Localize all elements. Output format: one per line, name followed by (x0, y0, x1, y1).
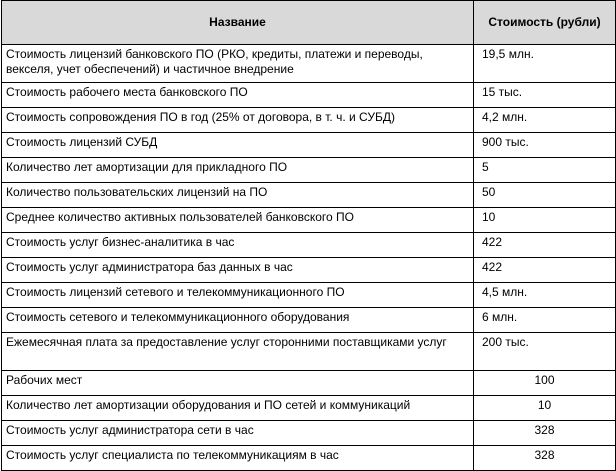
row-name: Стоимость рабочего места банковского ПО (2, 83, 474, 108)
row-value: 100 (474, 371, 616, 396)
row-name: Количество лет амортизации оборудования и ПО сетей и коммуникаций (2, 396, 474, 421)
row-name: Стоимость услуг бизнес-аналитика в час (2, 233, 474, 258)
row-value: 10 (474, 208, 616, 233)
row-value: 200 тыс. (474, 333, 616, 371)
row-value: 422 (474, 258, 616, 283)
table-row (2, 258, 616, 283)
row-value: 15 тыс. (474, 83, 616, 108)
table-row (2, 108, 616, 133)
row-value: 328 (474, 446, 616, 471)
table-row (2, 158, 616, 183)
table-row (2, 308, 616, 333)
table-row (2, 208, 616, 233)
row-name: Стоимость лицензий СУБД (2, 133, 474, 158)
header-name: Название (2, 1, 474, 45)
row-value: 422 (474, 233, 616, 258)
row-name: Количество пользовательских лицензий на ПО (2, 183, 474, 208)
row-value: 50 (474, 183, 616, 208)
row-value: 5 (474, 158, 616, 183)
table-row (2, 283, 616, 308)
row-name: Стоимость сетевого и телекоммуникационного оборудования (2, 308, 474, 333)
row-value: 6 млн. (474, 308, 616, 333)
row-name: Рабочих мест (2, 371, 474, 396)
row-value: 328 (474, 421, 616, 446)
table-row (2, 183, 616, 208)
table-row (2, 133, 616, 158)
table-row (2, 45, 616, 83)
row-name: Ежемесячная плата за предоставление услуг сторонними поставщиками услуг (2, 333, 474, 371)
row-name: Стоимость услуг администратора сети в час (2, 421, 474, 446)
table-row (2, 233, 616, 258)
row-value: 4,2 млн. (474, 108, 616, 133)
row-value: 10 (474, 396, 616, 421)
row-value: 4,5 млн. (474, 283, 616, 308)
row-value: 19,5 млн. (474, 45, 616, 83)
cost-table (1, 0, 616, 471)
row-name: Стоимость лицензий сетевого и телекоммуникационного ПО (2, 283, 474, 308)
row-name: Стоимость услуг специалиста по телекоммуникациям в час (2, 446, 474, 471)
row-name: Стоимость сопровождения ПО в год (25% от договора, в т. ч. и СУБД) (2, 108, 474, 133)
header-cost: Стоимость (рубли) (474, 1, 616, 45)
table-row (2, 421, 616, 446)
table-row (2, 396, 616, 421)
row-name: Среднее количество активных пользователей банковского ПО (2, 208, 474, 233)
row-name: Стоимость услуг администратора баз данных в час (2, 258, 474, 283)
table-row (2, 83, 616, 108)
table-row (2, 333, 616, 371)
row-name: Стоимость лицензий банковского ПО (РКО, кредиты, платежи и переводы, векселя, учет обеспечений) и частичное внедрение (2, 45, 474, 83)
header-row (2, 1, 616, 45)
table-row (2, 371, 616, 396)
row-value: 900 тыс. (474, 133, 616, 158)
row-name: Количество лет амортизации для прикладного ПО (2, 158, 474, 183)
table-row (2, 446, 616, 471)
